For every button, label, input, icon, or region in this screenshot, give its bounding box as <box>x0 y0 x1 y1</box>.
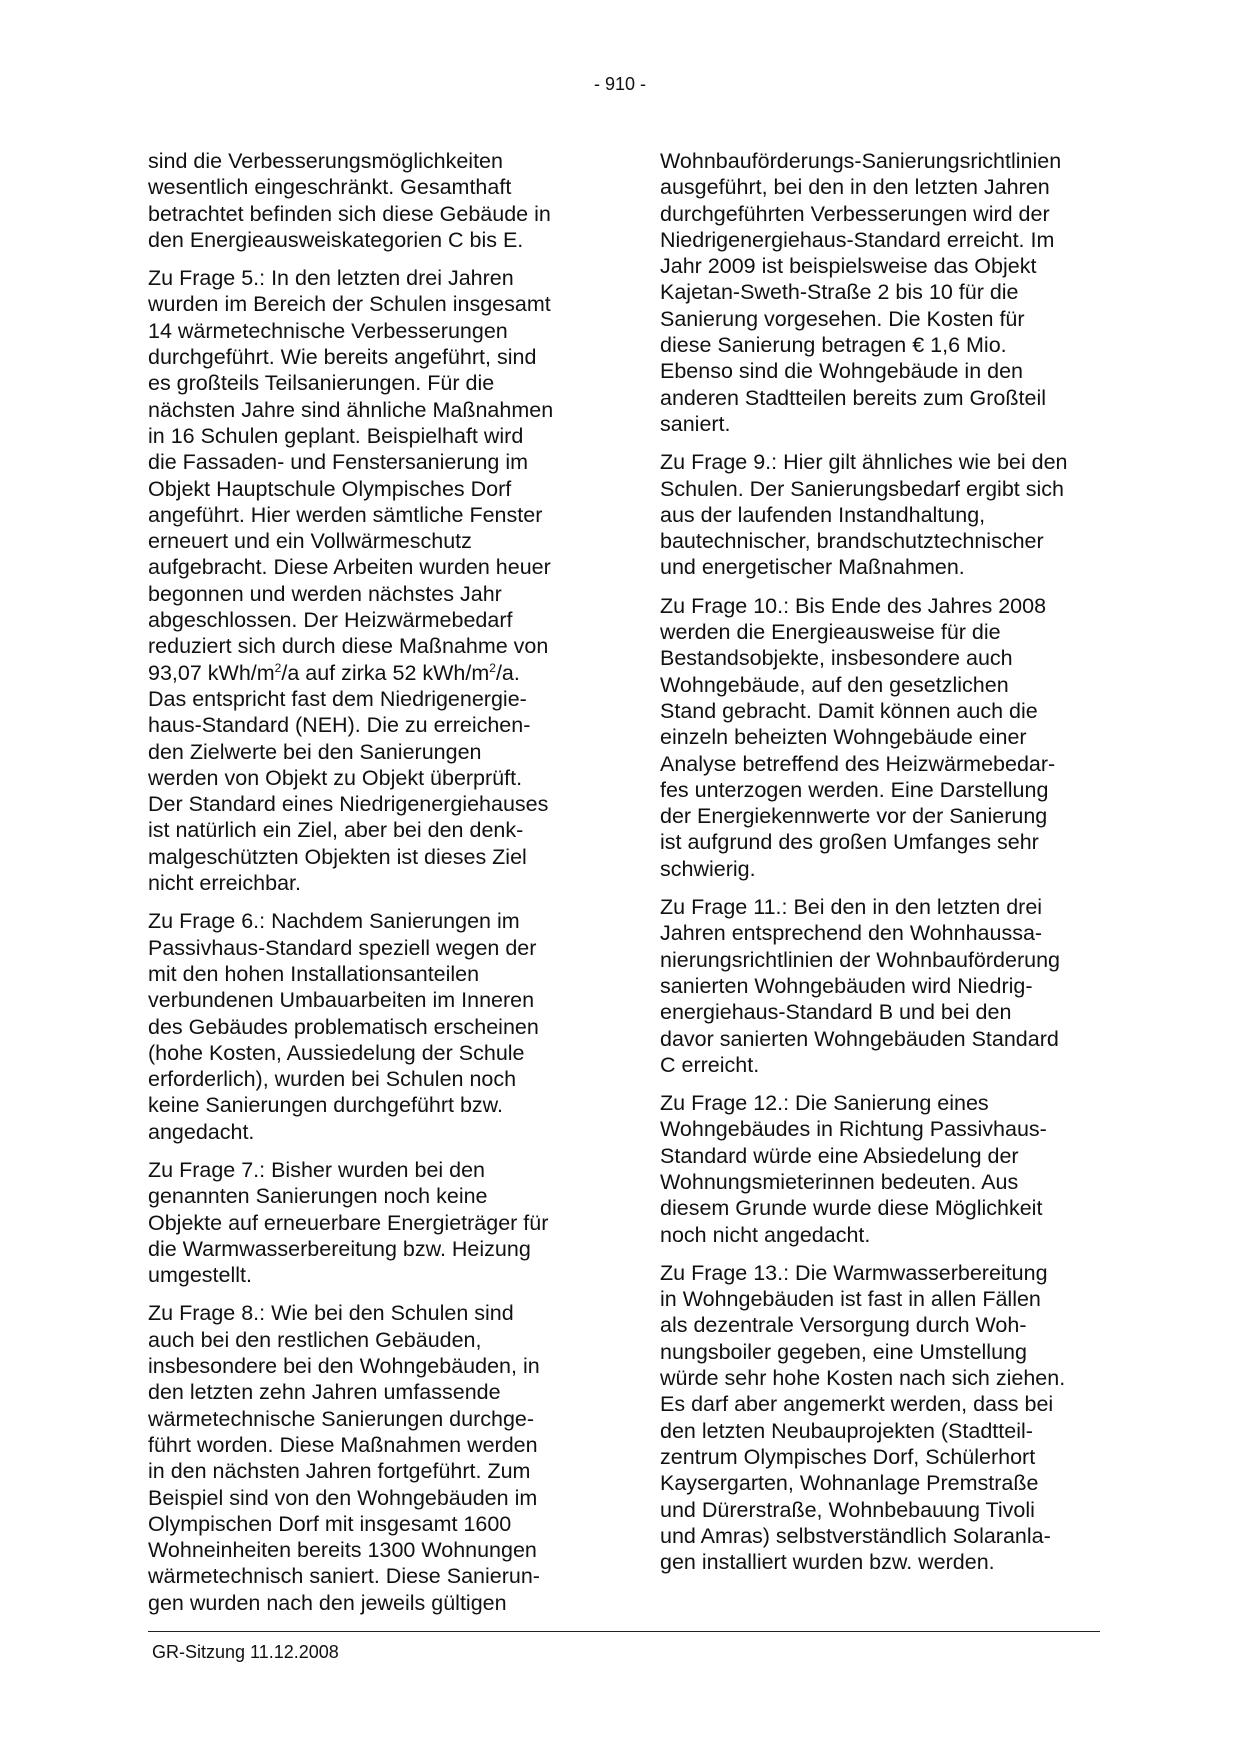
text-line: diese Sanierung betragen € 1,6 Mio. <box>660 333 1007 358</box>
page-number: - 910 - <box>593 74 647 94</box>
text-line: diesem Grunde wurde diese Möglichkeit <box>660 1196 1043 1221</box>
text-line: der Energiekennwerte vor der Sanierung <box>660 804 1048 829</box>
text-line: und energetischer Maßnahmen. <box>660 555 965 580</box>
text-line: gen installiert wurden bzw. werden. <box>660 1550 995 1575</box>
text-line: führt worden. Diese Maßnahmen werden <box>148 1432 538 1457</box>
left-column <box>148 148 578 1628</box>
text-line: nächsten Jahre sind ähnliche Maßnahmen <box>148 397 554 422</box>
text-line: Zu Frage 12.: Die Sanierung eines <box>660 1091 989 1116</box>
text-line: in 16 Schulen geplant. Beispielhaft wird <box>148 423 524 448</box>
text-line: einzeln beheizten Wohngebäude einer <box>660 725 1027 750</box>
text-line: Zu Frage 11.: Bei den in den letzten drei <box>660 895 1043 920</box>
text-line: zentrum Olympisches Dorf, Schülerhort <box>660 1444 1036 1469</box>
text-line: Ebenso sind die Wohngebäude in den <box>660 359 1024 384</box>
text-line: es großteils Teilsanierungen. Für die <box>148 371 495 396</box>
text-line: Jahren entsprechend den Wohnhaussa- <box>660 921 1043 946</box>
text-line: reduziert sich durch diese Maßnahme von <box>148 634 549 659</box>
text-line: 93,07 kWh/$m^2/a$ auf zirka 52 kWh/$m^2/a$. <box>148 660 520 685</box>
text-line: die Warmwasserbereitung bzw. Heizung <box>148 1236 531 1261</box>
footer-session-date: GR-Sitzung 11.12.2008 <box>152 1642 339 1662</box>
text-line: den Energieausweiskategorien C bis E. <box>148 227 524 252</box>
text-line: Wohngebäudes in Richtung Passivhaus- <box>660 1117 1047 1142</box>
text-line: genannten Sanierungen noch keine <box>148 1184 488 1209</box>
text-line: energiehaus-Standard B und bei den <box>660 1000 1012 1025</box>
text-line: abgeschlossen. Der Heizwärmebedarf <box>148 608 513 633</box>
text-line: Kaysergarten, Wohnanlage Premstraße <box>660 1471 1039 1496</box>
text-line: 14 wärmetechnische Verbesserungen <box>148 318 508 343</box>
text-line: Das entspricht fast dem Niedrigenergie- <box>148 686 527 711</box>
text-line: Olympischen Dorf mit insgesamt 1600 <box>148 1511 512 1536</box>
text-line: wärmetechnisch saniert. Diese Sanierun- <box>148 1564 540 1589</box>
paragraph <box>660 148 1100 437</box>
text-line: den letzten Neubauprojekten (Stadtteil- <box>660 1418 1033 1443</box>
text-line: nierungsrichtlinien der Wohnbauförderung <box>660 947 1060 972</box>
text-line: ausgeführt, bei den in den letzten Jahren <box>660 175 1050 200</box>
text-line: Wohneinheiten bereits 1300 Wohnungen <box>148 1538 537 1563</box>
text-line: saniert. <box>660 411 731 436</box>
text-line: ist natürlich ein Ziel, aber bei den denk- <box>148 818 524 843</box>
text-line: in Wohngebäuden ist fast in allen Fällen <box>660 1287 1041 1312</box>
text-line: haus-Standard (NEH). Die zu erreichen- <box>148 713 531 738</box>
footer-divider <box>148 1631 1100 1632</box>
text-line: Stand gebracht. Damit können auch die <box>660 698 1038 723</box>
text-line: Objekte auf erneuerbare Energieträger für <box>148 1210 549 1235</box>
right-column <box>660 148 1100 1587</box>
text-line: des Gebäudes problematisch erscheinen <box>148 1014 539 1039</box>
text-line: mit den hohen Installationsanteilen <box>148 961 480 986</box>
text-line: durchgeführten Verbesserungen wird der <box>660 201 1050 226</box>
text-line: und Dürerstraße, Wohnbebauung Tivoli <box>660 1497 1035 1522</box>
text-line: Wohnungsmieterinnen bedeuten. Aus <box>660 1169 1019 1194</box>
text-line: werden von Objekt zu Objekt überprüft. <box>148 765 523 790</box>
text-line: aus der laufenden Instandhaltung, <box>660 502 986 527</box>
text-line: Zu Frage 9.: Hier gilt ähnliches wie bei den <box>660 450 1068 475</box>
text-line: auch bei den restlichen Gebäuden, <box>148 1327 482 1352</box>
paragraph <box>148 265 578 896</box>
text-line: (hohe Kosten, Aussiedelung der Schule <box>148 1040 525 1065</box>
paragraph <box>148 908 578 1145</box>
text-line: Passivhaus-Standard speziell wegen der <box>148 935 537 960</box>
text-line: Zu Frage 7.: Bisher wurden bei den <box>148 1157 486 1182</box>
paragraph <box>148 1157 578 1288</box>
text-line: insbesondere bei den Wohngebäuden, in <box>148 1354 540 1379</box>
text-line: sanierten Wohngebäuden wird Niedrig- <box>660 973 1033 998</box>
paragraph <box>660 593 1100 882</box>
paragraph <box>660 1090 1100 1248</box>
text-line: gen wurden nach den jeweils gültigen <box>148 1590 507 1615</box>
text-line: angeführt. Hier werden sämtliche Fenster <box>148 502 543 527</box>
paragraph <box>148 148 578 253</box>
text-line: Jahr 2009 ist beispielsweise das Objekt <box>660 254 1037 279</box>
text-line: den Zielwerte bei den Sanierungen <box>148 739 482 764</box>
text-line: wesentlich eingeschränkt. Gesamthaft <box>148 175 512 200</box>
text-line: Standard würde eine Absiedelung der <box>660 1143 1019 1168</box>
text-line: Bestandsobjekte, insbesondere auch <box>660 646 1013 671</box>
text-line: den letzten zehn Jahren umfassende <box>148 1380 501 1405</box>
text-line: nicht erreichbar. <box>148 871 301 896</box>
text-line: Zu Frage 13.: Die Warmwasserbereitung <box>660 1260 1048 1285</box>
text-line: umgestellt. <box>148 1263 252 1288</box>
text-line: Wohngebäude, auf den gesetzlichen <box>660 672 1009 697</box>
text-line: anderen Stadtteilen bereits zum Großteil <box>660 385 1047 410</box>
text-line: noch nicht angedacht. <box>660 1222 871 1247</box>
text-line: fes unterzogen werden. Eine Darstellung <box>660 777 1049 802</box>
text-line: würde sehr hohe Kosten nach sich ziehen. <box>660 1366 1066 1391</box>
paragraph <box>660 894 1100 1078</box>
text-line: Zu Frage 8.: Wie bei den Schulen sind <box>148 1301 514 1326</box>
text-line: die Fassaden- und Fenstersanierung im <box>148 450 529 475</box>
text-line: als dezentrale Versorgung durch Woh- <box>660 1313 1027 1338</box>
text-line: Zu Frage 10.: Bis Ende des Jahres 2008 <box>660 593 1047 618</box>
text-line: verbundenen Umbauarbeiten im Inneren <box>148 988 535 1013</box>
text-line: ist aufgrund des großen Umfanges sehr <box>660 830 1039 855</box>
text-line: sind die Verbesserungsmöglichkeiten <box>148 149 503 173</box>
text-line: C erreicht. <box>660 1052 760 1077</box>
text-line: werden die Energieausweise für die <box>660 620 1001 645</box>
text-line: Beispiel sind von den Wohngebäuden im <box>148 1485 538 1510</box>
text-line: angedacht. <box>148 1119 255 1144</box>
text-line: in den nächsten Jahren fortgeführt. Zum <box>148 1459 531 1484</box>
paragraph <box>148 1300 578 1616</box>
text-line: nungsboiler gegeben, eine Umstellung <box>660 1339 1027 1364</box>
text-line: Der Standard eines Niedrigenergiehauses <box>148 792 549 817</box>
text-line: Kajetan-Sweth-Straße 2 bis 10 für die <box>660 280 1019 305</box>
text-line: erneuert und ein Vollwärmeschutz <box>148 529 472 554</box>
text-line: Analyse betreffend des Heizwärmebedar- <box>660 751 1056 776</box>
text-line: keine Sanierungen durchgeführt bzw. <box>148 1093 503 1118</box>
text-line: durchgeführt. Wie bereits angeführt, sind <box>148 345 537 370</box>
text-line: und Amras) selbstverständlich Solaranla- <box>660 1523 1051 1548</box>
text-line: Schulen. Der Sanierungsbedarf ergibt sich <box>660 476 1064 501</box>
text-line: Niedrigenergiehaus-Standard erreicht. Im <box>660 227 1055 252</box>
text-line: schwierig. <box>660 856 756 881</box>
text-line: Wohnbauförderungs-Sanierungsrichtlinien <box>660 149 1062 173</box>
text-line: malgeschützten Objekten ist dieses Ziel <box>148 844 527 869</box>
text-line: wärmetechnische Sanierungen durchge- <box>148 1406 535 1431</box>
text-line: Objekt Hauptschule Olympisches Dorf <box>148 476 512 501</box>
text-line: Sanierung vorgesehen. Die Kosten für <box>660 306 1025 331</box>
paragraph <box>660 449 1100 580</box>
text-line: aufgebracht. Diese Arbeiten wurden heuer <box>148 555 551 580</box>
text-line: Zu Frage 6.: Nachdem Sanierungen im <box>148 909 520 934</box>
paragraph <box>660 1260 1100 1576</box>
text-line: davor sanierten Wohngebäuden Standard <box>660 1026 1059 1051</box>
text-line: begonnen und werden nächstes Jahr <box>148 581 502 606</box>
text-line: wurden im Bereich der Schulen insgesamt <box>148 292 551 317</box>
text-line: Zu Frage 5.: In den letzten drei Jahren <box>148 266 514 291</box>
text-line: bautechnischer, brandschutztechnischer <box>660 529 1044 554</box>
text-line: erforderlich), wurden bei Schulen noch <box>148 1067 517 1092</box>
text-line: betrachtet befinden sich diese Gebäude in <box>148 201 551 226</box>
text-line: Es darf aber angemerkt werden, dass bei <box>660 1392 1054 1417</box>
